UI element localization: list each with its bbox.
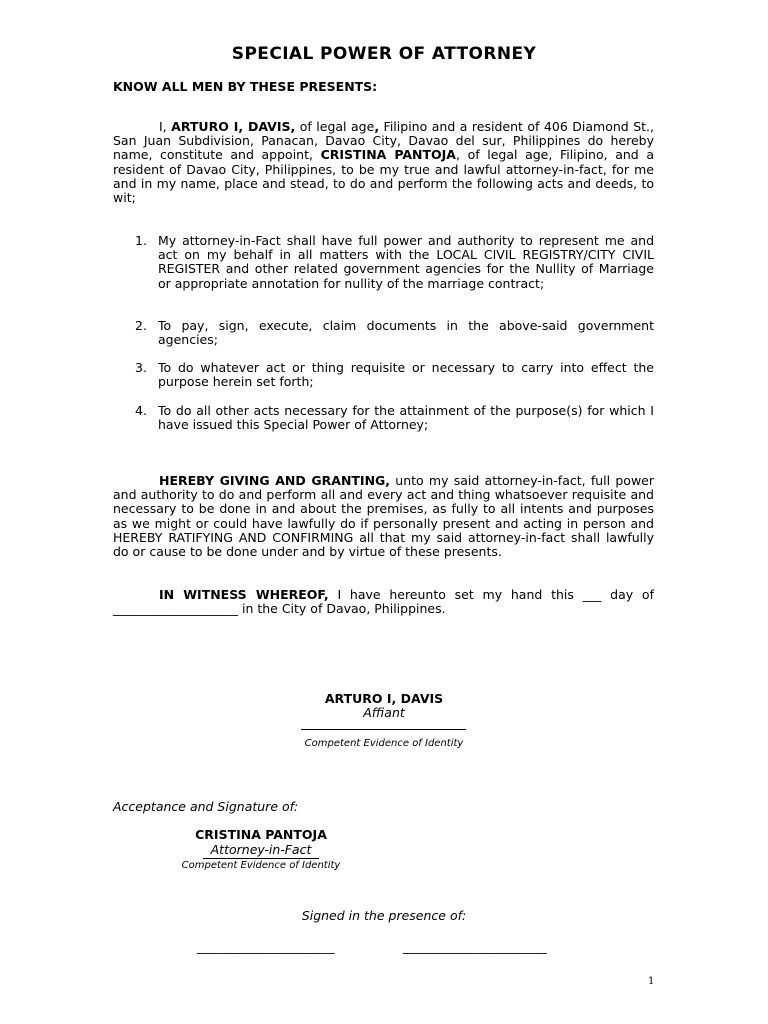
attorney-name: CRISTINA PANTOJA <box>195 827 327 842</box>
attorney-role: Attorney-in-Fact <box>210 842 312 857</box>
acceptance-label: Acceptance and Signature of: <box>113 799 299 814</box>
affiant-signature-line <box>301 729 466 730</box>
granting-paragraph <box>113 474 654 559</box>
list-item-text: To pay, sign, execute, claim documents in the above-said government agencies; <box>158 318 654 348</box>
intro-paragraph <box>113 120 654 205</box>
greeting-heading: KNOW ALL MEN BY THESE PRESENTS: <box>113 79 378 94</box>
intro-text-3: Filipino and a resident of 406 Diamond St., San Juan Subdivision, Panacan, Davao City, Davao del sur, Philippines do hereby name, constitute and appoint, <box>113 119 654 163</box>
document-title: SPECIAL POWER OF ATTORNEY <box>231 44 537 64</box>
attorney-evidence-label: Competent Evidence of Identity <box>181 860 341 871</box>
witness-line-1: ______________________ <box>197 939 335 954</box>
attorney-name-inline: CRISTINA PANTOJA <box>320 147 456 163</box>
intro-text-2: of legal age <box>295 119 375 134</box>
list-item-text: To do whatever act or thing requisite or necessary to carry into effect the purpose herein set forth; <box>158 360 654 390</box>
affiant-name: ARTURO I, DAVIS <box>324 691 444 706</box>
witness-text: I have hereunto set my hand this ___ day of ____________________ in the City of Davao, Philippines. <box>113 587 654 617</box>
list-item-number: 4. <box>135 403 147 418</box>
list-item-number: 1. <box>135 233 147 248</box>
list-item-text: My attorney-in-Fact shall have full power and authority to represent me and act on my behalf in all matters with the LOCAL CIVIL REGISTRY/CITY CIVIL REGISTER and other related government agencies for the Nullity of Marriage or appropriate annotation for nullity of the marriage contract; <box>158 233 654 291</box>
list-item-number: 3. <box>135 360 147 375</box>
witness-line-2: _______________________ <box>403 939 547 954</box>
attorney-signature-line <box>203 858 319 859</box>
affiant-role: Affiant <box>363 705 405 720</box>
witness-lead: IN WITNESS WHEREOF, <box>159 587 329 602</box>
granting-text: unto my said attorney-in-fact, full power and authority to do and perform all and every act and thing whatsoever requisite and necessary to be done in and about the premises, as fully to all intents and purposes as we might or could have lawfully do if personally present and acting in person and HEREBY RATIFYING AND CONFIRMING all that my said attorney-in-fact shall lawfully do or cause to be done under and by virtue of these presents. <box>113 473 654 560</box>
list-item-number: 2. <box>135 318 147 333</box>
presence-label: Signed in the presence of: <box>301 908 467 923</box>
attorney-signature-block <box>161 827 361 871</box>
granting-lead: HEREBY GIVING AND GRANTING, <box>159 473 391 488</box>
intro-text-1: I, <box>159 119 172 134</box>
affiant-evidence-label: Competent Evidence of Identity <box>304 738 464 749</box>
principal-name: ARTURO I, DAVIS, <box>171 119 296 134</box>
list-item-text: To do all other acts necessary for the attainment of the purpose(s) for which I have issued this Special Power of Attorney; <box>158 403 654 433</box>
page-number: 1 <box>648 976 655 987</box>
witness-paragraph <box>113 588 654 616</box>
intro-comma: , <box>374 119 380 134</box>
intro-text-4: , of legal age, Filipino, and a resident of Davao City, Philippines, to be my true and lawful attorney-in-fact, for me and in my name, place and stead, to do and perform the following acts and deeds, to wit; <box>113 147 654 206</box>
